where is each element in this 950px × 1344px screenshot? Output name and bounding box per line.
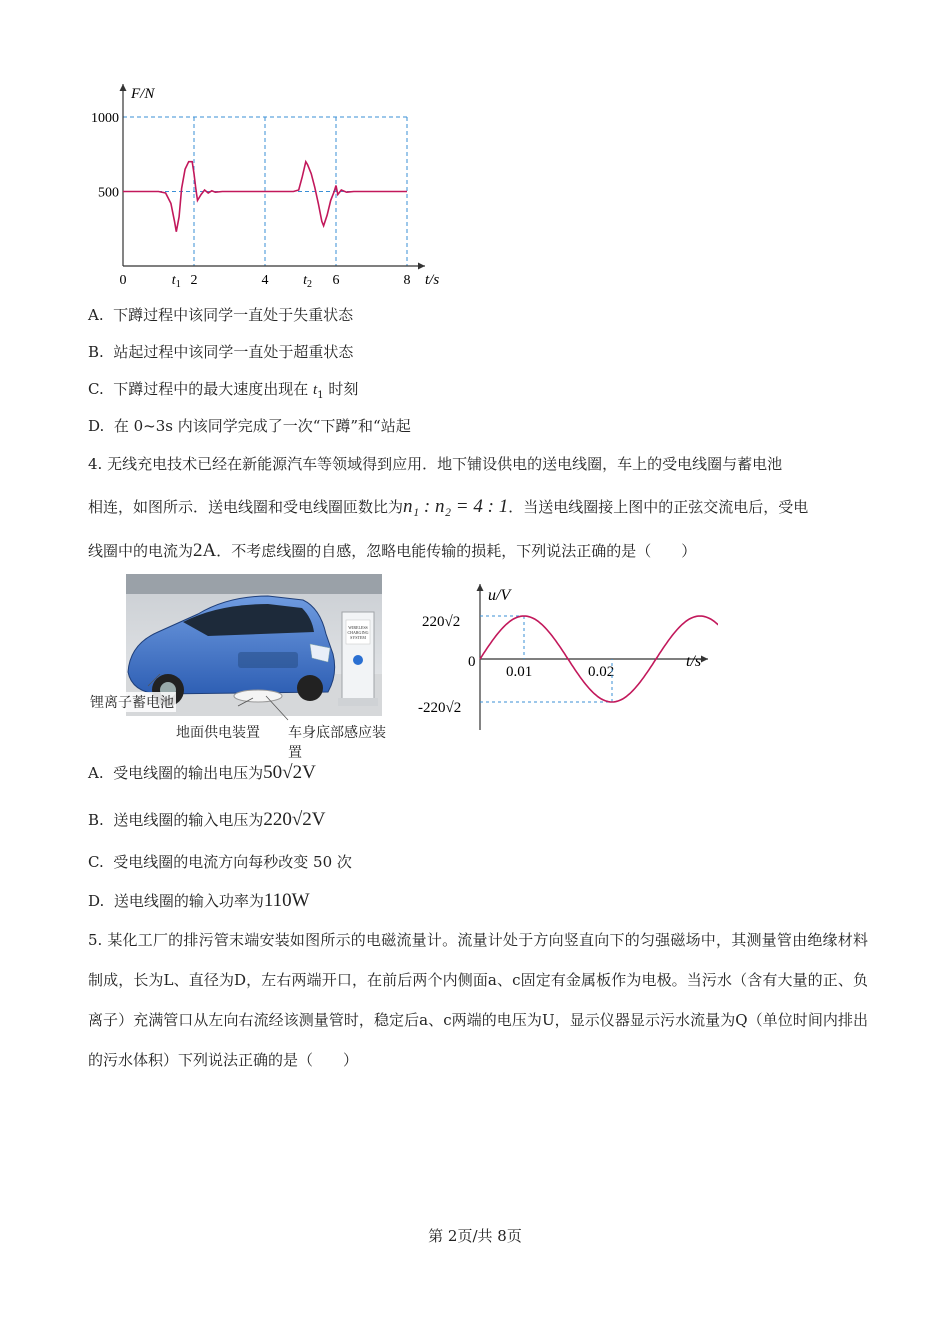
station-text-1: WIRELESS bbox=[348, 625, 368, 630]
q3-option-b: B. 站起过程中该同学一直处于超重状态 bbox=[88, 343, 354, 361]
q3-option-c: C. 下蹲过程中的最大速度出现在 $t_1$ 时刻 bbox=[88, 380, 359, 401]
station-text-3: SYSTEM bbox=[350, 635, 366, 640]
force-ytick: 1000 bbox=[91, 111, 119, 126]
voltage-xtick-001: 0.01 bbox=[506, 664, 533, 680]
q3-option-a: A. 下蹲过程中该同学一直处于失重状态 bbox=[88, 306, 354, 324]
page-footer: 第 2页/共 8页 bbox=[428, 1227, 522, 1245]
voltage-xtick-002: 0.02 bbox=[588, 664, 615, 680]
force-xtick: 4 bbox=[261, 273, 269, 288]
caption-battery: 锂离子蓄电池 bbox=[88, 692, 176, 712]
q4-option-c: C. 受电线圈的电流方向每秒改变 50 次 bbox=[88, 853, 352, 871]
voltage-ytick-min: -220√2 bbox=[418, 700, 462, 716]
voltage-xlabel: t/s bbox=[686, 653, 702, 670]
q5-stem: 5. 某化工厂的排污管末端安装如图所示的电磁流量计。流量计处于方向竖直向下的匀强磁场中，其测量管由绝缘材料制成，长为L、直径为D，左右两端开口，在前后两个内侧面a、c固定有金属板作为电极。当污水（含有大量的正、负离子）充满管口从左向右流经该测量管时，稳定后a、c两端的电压为U，显示仪器显示污水流量为Q（单位时间内排出的污水体积）下列说法正确的是（ ） bbox=[88, 931, 868, 1069]
voltage-ytick-zero: 0 bbox=[468, 654, 476, 670]
voltage-ytick-max: 220√2 bbox=[422, 614, 461, 630]
q3-option-d: D. 在 0~3s 内该同学完成了一次“下蹲”和“站起 bbox=[88, 417, 411, 435]
force-ylabel: F/N bbox=[131, 86, 155, 102]
voltage-ylabel: u/V bbox=[488, 587, 511, 604]
force-xtick: 6 bbox=[332, 273, 340, 288]
force-xtick: 8 bbox=[403, 273, 411, 288]
wireless-charging-car-figure bbox=[88, 574, 388, 761]
force-ytick: 500 bbox=[98, 185, 119, 201]
caption-car-sensor: 车身底部感应装置 bbox=[288, 725, 386, 761]
q4-option-b: B. 送电线圈的输入电压为220√2V bbox=[88, 809, 326, 830]
force-xtick: 2 bbox=[190, 273, 198, 288]
force-tick-labels bbox=[91, 111, 411, 288]
force-xtick: 0 bbox=[119, 273, 127, 288]
q4-stem-line2: 相连，如图所示．送电线圈和受电线圈匝数比为n₁ : n₂ = 4 : 1．当送电线圈接上图中的正弦交流电后，受电 bbox=[88, 496, 809, 517]
station-text-2: CHARGING bbox=[347, 630, 369, 635]
voltage-time-chart bbox=[418, 580, 718, 740]
car-illustration bbox=[88, 574, 388, 744]
q4-stem-line3: 线圈中的电流为2A．不考虑线圈的自感，忽略电能传输的损耗，下列说法正确的是（ ） bbox=[88, 540, 697, 561]
station-logo-icon bbox=[353, 655, 363, 665]
q4-option-a: A. 受电线圈的输出电压为50√2V bbox=[88, 762, 316, 783]
force-time-chart bbox=[85, 78, 455, 288]
force-xtick: $t_2$ bbox=[303, 273, 313, 288]
q4-stem-line1: 4. 无线充电技术已经在新能源汽车等领域得到应用．地下铺设供电的送电线圈，车上的受电线圈与蓄电池 bbox=[88, 455, 783, 473]
force-xlabel: t/s bbox=[425, 272, 440, 288]
q4-option-d: D. 送电线圈的输入功率为110W bbox=[88, 890, 310, 911]
force-xtick: $t_1$ bbox=[171, 273, 181, 288]
caption-ground-device: 地面供电装置 bbox=[176, 725, 260, 741]
